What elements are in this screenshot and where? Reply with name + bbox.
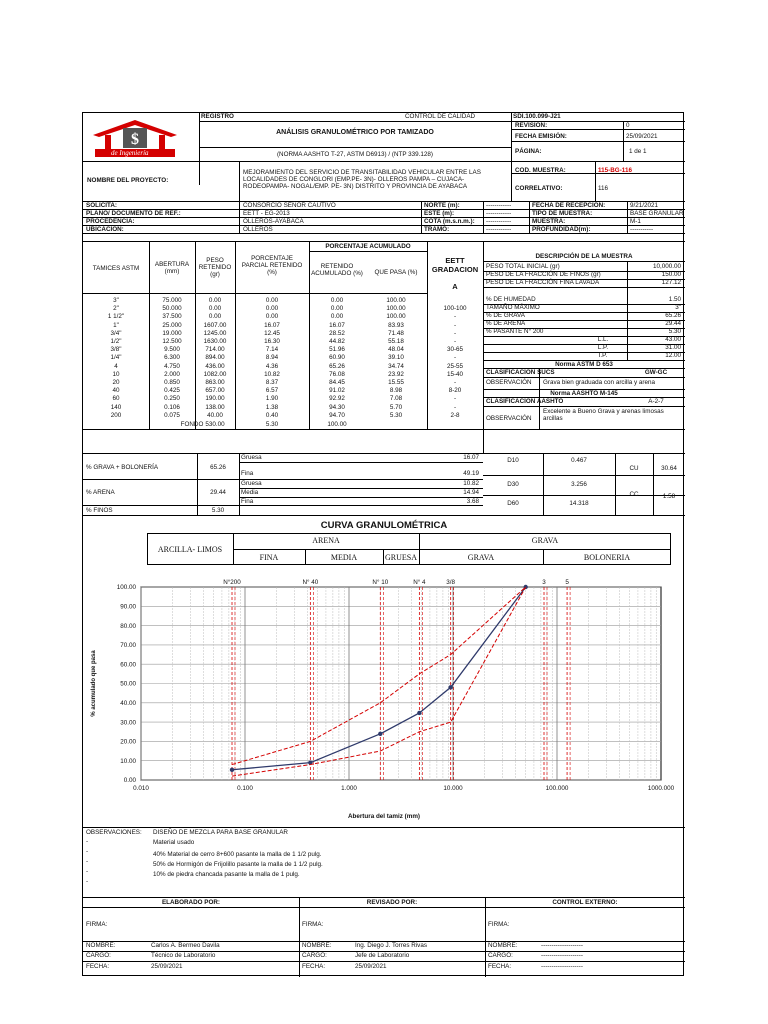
summary-grava-value: 65.26	[210, 464, 226, 471]
sieve-cell-parcial: 16.07	[264, 321, 280, 329]
sieve-cell-peso: 190.00	[205, 395, 225, 403]
observaciones-title: DISEÑO DE MEZCLA PARA BASE GRANULAR	[153, 829, 288, 836]
sieve-marker-label: N° 4	[413, 579, 426, 586]
sieve-cell-parcial: 8.94	[265, 354, 279, 362]
company-logo	[89, 117, 181, 159]
sieve-cell-peso: 138.00	[205, 403, 225, 411]
sieve-cell-pasa: 15.55	[388, 379, 404, 386]
firma-label-1: FIRMA:	[86, 921, 108, 928]
desc-peso-total-label: PESO TOTAL INICIAL (gr)	[486, 263, 560, 270]
sieve-cell-tamiz: 40	[112, 387, 120, 395]
zone-boloneria: BOLONERIA	[583, 553, 631, 562]
fondo-ret: 100.00	[327, 421, 347, 428]
sieve-cell-abertura: 37.500	[162, 313, 182, 321]
elaborado-cargo: Técnico de Laboratorio	[151, 952, 216, 959]
x-tick-label: 1000.000	[647, 785, 675, 792]
zone-fina: FINA	[259, 553, 279, 562]
sieve-cell-abertura: 25.000	[162, 321, 182, 329]
header-eett-a: A	[452, 282, 458, 291]
y-tick-label: 40.00	[120, 700, 136, 707]
obs-line-2: 50% de Hormigón de Frijolillo pasante la malla de 1 1/2 pulg.	[153, 861, 323, 868]
sieve-cell-ret: 60.90	[329, 354, 345, 362]
sieve-cell-eett: -	[453, 329, 457, 337]
correlativo-label: CORRELATIVO:	[515, 185, 563, 192]
summary-fina2: Fina	[241, 498, 254, 505]
cod-muestra-label: COD. MUESTRA:	[515, 167, 566, 174]
sieve-cell-peso: 0.00	[208, 297, 222, 304]
obs-dash-1: -	[86, 838, 89, 845]
x-tick-label: 1.000	[341, 785, 357, 792]
control-header: CONTROL EXTERNO:	[552, 899, 618, 906]
y-tick-label: 80.00	[120, 622, 136, 630]
obs-dash-2: -	[86, 848, 89, 855]
sieve-cell-tamiz: 4	[114, 362, 118, 370]
sieve-cell-ret: 84.45	[329, 379, 345, 386]
sieve-cell-pasa: 71.48	[388, 329, 404, 337]
profundidad-label: PROFUNDIDAD(m):	[532, 226, 591, 233]
summary-arena-label: % ARENA	[86, 489, 115, 496]
summary-fina1-v: 49.19	[463, 470, 479, 477]
desc-grava-label: % DE GRAVA	[486, 312, 525, 319]
norte-value: ------------	[486, 202, 512, 209]
fondo-label: FONDO	[180, 421, 204, 428]
control-calidad-label: CONTROL DE CALIDAD	[405, 113, 476, 120]
x-tick-label: 100.000	[545, 785, 569, 792]
sieve-marker-label: N°200	[223, 579, 241, 586]
plano-label: PLANO/ DOCUMENTO DE REF.:	[86, 210, 181, 217]
este-value: ------------	[486, 210, 512, 217]
sieve-cell-ret: 16.07	[329, 321, 345, 329]
fondo-parcial: 5.30	[265, 421, 279, 428]
sieve-cell-ret: 28.52	[329, 329, 345, 337]
d10-value: 0.467	[571, 457, 587, 464]
sieve-cell-eett: -	[453, 354, 457, 362]
sieve-cell-ret: 92.92	[329, 395, 345, 403]
cargo-label-2: CARGO:	[302, 952, 327, 959]
fecha-label-3: FECHA:	[488, 963, 512, 970]
sieve-cell-peso: 0.00	[208, 305, 222, 313]
sieve-cell-abertura: 6.300	[164, 354, 180, 362]
sieve-cell-pasa: 100.00	[386, 313, 406, 321]
tipo-muestra-label: TIPO DE MUESTRA:	[532, 210, 593, 217]
sieve-cell-tamiz: 2"	[113, 305, 119, 313]
sieve-cell-eett: -	[453, 379, 457, 386]
sieve-cell-abertura: 0.850	[164, 379, 180, 386]
obs-dash-3: -	[86, 858, 89, 865]
sieve-cell-pasa: 48.04	[388, 346, 404, 354]
desc-aashto-label: CLASIFICACIÓN AASHTO	[486, 398, 564, 405]
sieve-cell-abertura: 0.250	[164, 395, 180, 403]
document-sheet	[82, 112, 684, 976]
cota-label: COTA (m.s.n.m.):	[424, 218, 475, 225]
sieve-cell-abertura: 4.750	[164, 362, 180, 370]
y-tick-label: 0.00	[123, 777, 136, 785]
sieve-cell-abertura: 19.000	[162, 329, 182, 337]
sieve-cell-peso: 1082.00	[203, 370, 227, 378]
sieve-cell-abertura: 12.500	[162, 338, 182, 345]
sieve-cell-tamiz: 1/4"	[110, 354, 122, 362]
tramo-label: TRAMO:	[424, 226, 450, 233]
ubicacion-label: UBICACIÓN:	[86, 226, 124, 233]
fecha-emision-label: FECHA EMISIÓN:	[515, 133, 567, 140]
desc-ll-value: 43.00	[665, 336, 681, 343]
fondo-peso: 530.00	[205, 421, 225, 428]
sieve-cell-peso: 714.00	[205, 346, 225, 354]
elaborado-fecha: 25/09/2021	[151, 963, 183, 970]
y-tick-label: 90.00	[120, 603, 136, 611]
revisado-fecha: 25/09/2021	[355, 963, 387, 970]
summary-finos-value: 5.30	[211, 507, 225, 514]
registro-label: REGISTRO	[201, 113, 234, 120]
desc-obs2-label: OBSERVACIÓN	[486, 415, 532, 422]
curve-title: CURVA GRANULOMÉTRICA	[320, 520, 448, 531]
nombre-proyecto-label: NOMBRE DEL PROYECTO:	[87, 177, 169, 184]
sieve-cell-ret: 44.82	[329, 338, 345, 345]
summary-gruesa1-v: 16.07	[463, 454, 479, 461]
desc-humedad-label: % DE HUMEDAD	[486, 296, 536, 303]
sieve-cell-eett: -	[453, 338, 457, 345]
sieve-cell-ret: 0.00	[330, 305, 344, 313]
sieve-cell-eett: 15-40	[446, 370, 464, 378]
fecha-emision-value: 25/09/2021	[626, 133, 658, 140]
desc-humedad-value: 1.50	[668, 296, 681, 303]
firma-label-2: FIRMA:	[302, 921, 324, 928]
sieve-cell-parcial: 0.00	[265, 305, 279, 313]
desc-norma-aashto: Norma AASHTO M-145	[550, 390, 618, 397]
desc-obs2-value: Excelente a Bueno Grava y arenas limosas arcillas	[543, 408, 664, 423]
sieve-cell-parcial: 0.40	[265, 411, 279, 419]
d30-value: 3.256	[571, 481, 587, 488]
zone-grava: GRAVA	[531, 536, 559, 545]
sieve-marker-label: N° 40	[302, 579, 319, 586]
header-acumulado: PORCENTAJE ACUMULADO	[325, 243, 411, 250]
pagina-label: PÁGINA:	[515, 148, 542, 155]
sieve-cell-peso: 1607.00	[203, 321, 227, 329]
x-tick-label: 0.010	[133, 785, 149, 792]
sieve-cell-parcial: 1.38	[265, 403, 279, 411]
d60-label: D60	[507, 500, 519, 507]
y-tick-label: 30.00	[120, 719, 136, 727]
sieve-cell-abertura: 0.106	[164, 403, 180, 411]
revision-value: 0	[626, 122, 630, 129]
sieve-cell-tamiz: 200	[110, 411, 122, 419]
summary-fina2-v: 3.68	[466, 498, 479, 505]
nombre-label-1: NOMBRE:	[86, 942, 116, 949]
sieve-cell-eett: 100-100	[443, 305, 467, 313]
sieve-cell-pasa: 34.74	[388, 362, 404, 370]
procedencia-label: PROCEDENCIA:	[86, 218, 135, 225]
sample-point	[378, 732, 382, 736]
y-tick-label: 50.00	[120, 680, 136, 688]
sieve-cell-ret: 94.70	[329, 411, 345, 419]
norma-text: (NORMA AASHTO T-27, ASTM D6913) / (NTP 339.128)	[276, 151, 434, 158]
control-nombre: --------------------	[541, 942, 583, 949]
header-eett: EETT GRADACION	[431, 256, 479, 274]
descripcion-title: DESCRIPCIÓN DE LA MUESTRA	[535, 253, 633, 260]
obs-dash-5: -	[86, 878, 89, 885]
header-pasa: QUE PASA (%)	[374, 269, 418, 276]
summary-media: Media	[241, 489, 259, 496]
desc-aashto-value: A-2-7	[648, 398, 664, 405]
d60-value: 14.318	[569, 500, 589, 507]
summary-gruesa2-v: 10.82	[463, 480, 479, 487]
muestra-label: MUESTRA:	[532, 218, 566, 225]
elaborado-nombre: Carlos A. Bermeo Davila	[151, 942, 220, 949]
sieve-cell-ret: 94.30	[329, 403, 345, 411]
sieve-cell-eett: 2-8	[450, 411, 460, 419]
sample-point	[417, 711, 421, 715]
desc-arena-label: % DE ARENA	[486, 320, 526, 327]
sieve-cell-abertura: 75.000	[162, 297, 182, 304]
sieve-cell-parcial: 6.57	[265, 387, 279, 395]
procedencia-value: OLLEROS-AYABACA	[243, 218, 304, 225]
y-tick-label: 10.00	[120, 757, 136, 765]
desc-grava-value: 65.26	[665, 312, 681, 319]
sieve-cell-pasa: 23.92	[388, 370, 404, 378]
correlativo-value: 116	[598, 185, 609, 192]
sieve-cell-eett: 8-20	[448, 387, 462, 395]
y-tick-label: 100.00	[116, 584, 136, 592]
sieve-cell-peso: 436.00	[205, 362, 225, 370]
y-tick-label: 60.00	[120, 661, 136, 669]
header-peso: PESO RETENIDO (gr)	[198, 257, 232, 279]
solicita-label: SOLICITA:	[86, 202, 118, 209]
sieve-cell-abertura: 2.000	[164, 370, 180, 378]
sieve-cell-eett: 30-65	[446, 346, 464, 354]
sieve-cell-abertura: 0.075	[164, 411, 180, 419]
desc-tmax-value: 3"	[675, 304, 681, 311]
sieve-cell-eett: -	[453, 395, 457, 403]
desc-peso-total-value: 10,000.00	[652, 263, 681, 270]
sieve-cell-ret: 51.96	[329, 346, 345, 354]
sieve-cell-parcial: 7.14	[265, 346, 279, 354]
sieve-cell-tamiz: 140	[110, 403, 122, 411]
sieve-cell-pasa: 100.00	[386, 297, 406, 304]
tipo-muestra-value: BASE GRANULAR	[630, 210, 684, 217]
sieve-cell-pasa: 5.70	[389, 403, 403, 411]
cu-label: CU	[629, 465, 639, 472]
sieve-cell-abertura: 9.500	[164, 346, 180, 354]
sieve-marker-label: 3	[542, 579, 546, 586]
desc-sucs-label: CLASIFICACIÓN SUCS	[486, 369, 555, 376]
sample-point	[230, 768, 234, 772]
desc-pasante-label: % PASANTE N° 200	[486, 328, 544, 335]
header-ret-acum: RETENIDO ACUMULADO (%)	[311, 263, 363, 278]
desc-norma-sucs: Norma ASTM D 653	[555, 361, 613, 368]
obs-material: Material usado	[153, 839, 195, 846]
solicita-value: CONSORCIO SEÑOR CAUTIVO	[243, 202, 336, 209]
y-tick-label: 20.00	[120, 738, 136, 746]
pagina-value: 1 de 1	[629, 148, 647, 155]
elaborado-header: ELABORADO POR:	[161, 899, 221, 906]
revisado-cargo: Jefe de Laboratorio	[355, 952, 410, 959]
sieve-cell-pasa: 7.08	[389, 395, 403, 403]
header-parcial: PORCENTAJE PARCIAL RETENIDO (%)	[241, 255, 303, 277]
header-abertura: ABERTURA (mm)	[154, 261, 190, 276]
summary-gruesa2: Gruesa	[241, 480, 262, 487]
sieve-cell-eett: 25-55	[446, 362, 464, 370]
desc-arena-value: 29.44	[665, 320, 681, 327]
zone-arena: ARENA	[312, 536, 340, 545]
sieve-cell-tamiz: 1/2"	[110, 338, 122, 345]
desc-obs1-value: Grava bien graduada con arcilla y arena	[543, 379, 656, 386]
y-tick-label: 70.00	[120, 642, 136, 650]
profundidad-value: -----------	[630, 226, 654, 233]
nombre-label-3: NOMBRE:	[488, 942, 518, 949]
sieve-cell-abertura: 0.425	[164, 387, 180, 395]
granulometric-curve-chart	[83, 575, 685, 825]
cu-value: 30.64	[661, 465, 677, 472]
sieve-cell-tamiz: 60	[112, 395, 120, 403]
revision-label: REVISIÓN:	[515, 122, 548, 129]
sieve-cell-peso: 657.00	[205, 387, 225, 395]
x-tick-label: 10.000	[443, 785, 463, 792]
fecha-label-2: FECHA:	[302, 963, 326, 970]
sieve-cell-abertura: 50.000	[162, 305, 182, 313]
zone-media: MEDIA	[330, 553, 358, 562]
fecha-label-1: FECHA:	[86, 963, 110, 970]
desc-sucs-value: GW-GC	[644, 369, 668, 376]
sieve-cell-ret: 0.00	[330, 297, 344, 304]
sieve-cell-peso: 0.00	[208, 313, 222, 321]
sieve-marker-label: N° 10	[372, 579, 389, 586]
sieve-cell-tamiz: 3/4"	[110, 329, 122, 337]
sieve-cell-ret: 0.00	[330, 313, 344, 321]
sieve-cell-parcial: 16.30	[264, 338, 280, 345]
firma-label-3: FIRMA:	[488, 921, 510, 928]
document-title: ANÁLISIS GRANULOMÉTRICO POR TAMIZADO	[276, 129, 434, 136]
sieve-cell-pasa: 5.30	[389, 411, 403, 419]
nombre-label-2: NOMBRE:	[302, 942, 332, 949]
muestra-value: M-1	[630, 218, 641, 225]
sieve-cell-tamiz: 20	[112, 379, 120, 386]
sieve-cell-pasa: 39.10	[388, 354, 404, 362]
obs-line-3: 10% de piedra chancada pasante la malla de 1 pulg.	[153, 871, 300, 878]
sieve-cell-ret: 91.02	[329, 387, 345, 395]
sieve-cell-tamiz: 3"	[113, 297, 119, 304]
sieve-cell-pasa: 83.93	[388, 321, 404, 329]
x-tick-label: 0.100	[237, 785, 253, 792]
summary-grava-label: % GRAVA + BOLONERÍA	[86, 464, 159, 471]
desc-lp-label: L.P.	[597, 344, 609, 351]
sieve-cell-tamiz: 10	[112, 370, 120, 378]
plano-value: EETT - EG-2013	[243, 210, 290, 217]
norte-label: NORTE (m):	[424, 202, 460, 209]
desc-lp-value: 31.00	[665, 344, 681, 351]
summary-arena-value: 29.44	[210, 489, 226, 496]
nombre-proyecto-value: MEJORAMIENTO DEL SERVICIO DE TRANSITABILIDAD VEHICULAR ENTRE LAS LOCALIDADES DE CONGLORI (EMP.PE- 3N)- OLLEROS PAMPA – CUJACA- RODEOPAMPA- NOGAL/EMP. PE- 3N) DISTRITO Y PROVINCIA DE AYABACA	[243, 169, 481, 191]
este-label: ESTE (m):	[424, 210, 455, 217]
desc-tmax-label: TAMAÑO MÁXIMO	[486, 304, 540, 311]
d10-label: D10	[507, 457, 519, 464]
sieve-cell-parcial: 10.82	[264, 370, 280, 378]
sieve-cell-peso: 894.00	[205, 354, 225, 362]
sieve-cell-pasa: 8.98	[389, 387, 403, 395]
header-tamices: TAMICES ASTM	[92, 265, 140, 272]
revisado-header: REVISADO POR:	[366, 899, 418, 906]
ubicacion-value: OLLEROS	[243, 226, 273, 233]
sieve-cell-parcial: 12.45	[264, 329, 280, 337]
sieve-cell-parcial: 1.90	[265, 395, 279, 403]
obs-line-1: 40% Material de cerro 8+600 pasante la malla de 1 1/2 pulg.	[153, 851, 322, 858]
document-code: SDI.100.099-J21	[513, 113, 561, 120]
cota-value: ------------	[486, 218, 512, 225]
sieve-cell-eett: -	[453, 403, 457, 411]
cc-label: CC	[629, 491, 639, 498]
sieve-marker-label: 3/8	[446, 579, 456, 586]
desc-ip-value: 12.00	[665, 352, 681, 359]
sieve-cell-parcial: 0.00	[265, 313, 279, 321]
sieve-cell-eett: -	[453, 313, 457, 321]
desc-peso-finos-label: PESO DE LA FRACCIÓN DE FINOS (gr)	[486, 271, 601, 278]
sieve-cell-eett: -	[453, 321, 457, 329]
sieve-cell-tamiz: 3/8"	[110, 346, 122, 354]
control-cargo: --------------------	[541, 952, 583, 959]
cod-muestra-value: 115-BG-116	[598, 167, 632, 174]
sieve-cell-ret: 65.26	[329, 362, 345, 370]
y-axis-label: % acumulado que pasa	[91, 650, 97, 717]
sieve-marker-label: 5	[565, 579, 569, 586]
logo-caption: de Ingeniería	[111, 149, 149, 157]
summary-finos-label: % FINOS	[86, 507, 113, 514]
fecha-recepcion-value: 9/21/2021	[630, 202, 659, 209]
sieve-cell-pasa: 100.00	[386, 305, 406, 313]
sieve-cell-parcial: 8.37	[265, 379, 279, 386]
summary-fina1: Fina	[241, 470, 254, 477]
summary-media-v: 14.94	[463, 489, 479, 496]
sample-point	[448, 685, 452, 689]
zone-grava-sub: GRAVA	[467, 553, 495, 562]
control-fecha: --------------------	[541, 963, 583, 970]
desc-pasante-value: 5.30	[668, 328, 681, 335]
cargo-label-3: CARGO:	[488, 952, 513, 959]
sieve-cell-parcial: 0.00	[265, 297, 279, 304]
sieve-cell-parcial: 4.36	[265, 362, 279, 370]
sieve-cell-tamiz: 1"	[113, 321, 119, 329]
sieve-cell-pasa: 55.18	[388, 338, 404, 345]
desc-ll-label: L.L.	[597, 336, 609, 343]
fecha-recepcion-label: FECHA DE RECEPCIÓN:	[532, 202, 606, 209]
observaciones-label: OBSERVACIONES:	[86, 829, 142, 836]
sieve-cell-peso: 40.00	[207, 411, 223, 419]
desc-peso-lavada-label: PESO DE LA FRACCIÓN FINA LAVADA	[486, 279, 600, 286]
obs-dash-4: -	[86, 868, 89, 875]
summary-gruesa1: Gruesa	[241, 454, 262, 461]
zone-gruesa: GRUESA	[384, 553, 417, 562]
x-axis-label: Abertura del tamiz (mm)	[347, 813, 421, 820]
sieve-cell-tamiz: 1 1/2"	[107, 313, 125, 321]
sieve-cell-peso: 1630.00	[203, 338, 227, 345]
desc-peso-lavada-value: 127.12	[661, 279, 681, 286]
cargo-label-1: CARGO:	[86, 952, 111, 959]
tramo-value: ------------	[486, 226, 512, 233]
d30-label: D30	[507, 481, 519, 488]
revisado-nombre: Ing. Diego J. Torres Rivas	[355, 942, 427, 949]
desc-peso-finos-value: 150.00	[661, 271, 681, 278]
svg-text:$: $	[131, 131, 139, 148]
sieve-cell-ret: 76.08	[329, 370, 345, 378]
cc-value: 1.58	[662, 493, 676, 500]
zone-arcilla: ARCILLA- LIMOS	[157, 545, 223, 554]
sieve-cell-peso: 1245.00	[203, 329, 227, 337]
sieve-cell-peso: 863.00	[205, 379, 225, 386]
desc-ip-label: I.P.	[598, 352, 608, 359]
desc-obs1-label: OBSERVACIÓN	[486, 379, 532, 386]
